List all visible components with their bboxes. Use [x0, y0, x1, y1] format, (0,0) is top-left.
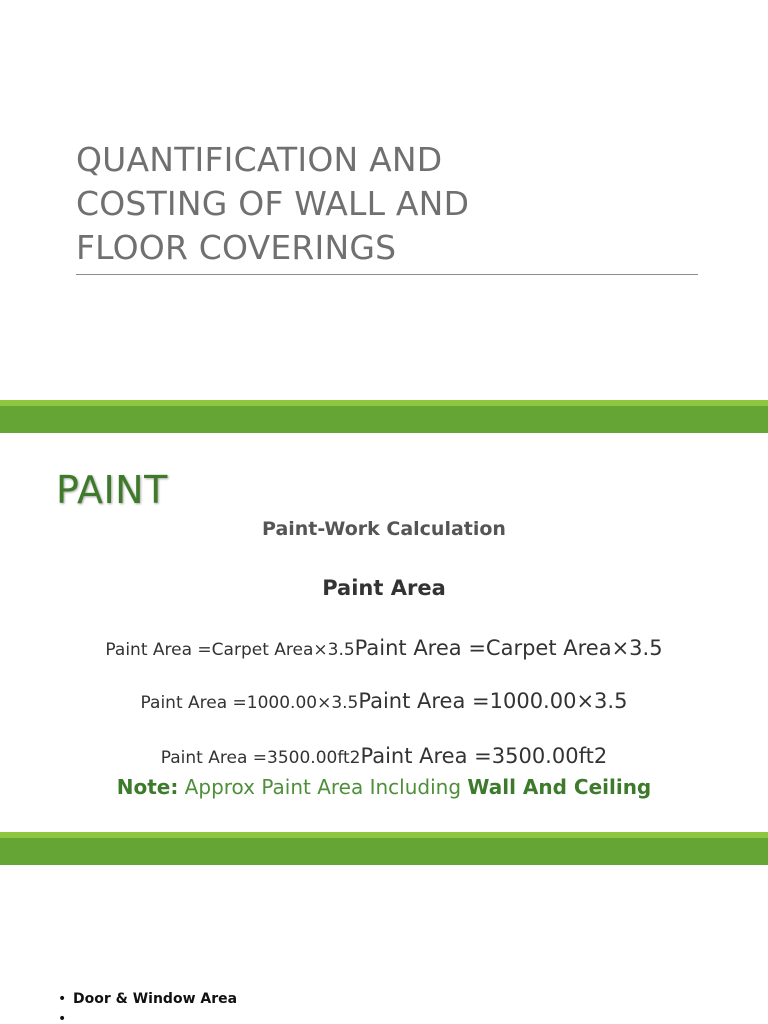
band-dark-stripe	[0, 838, 768, 865]
formula-text-large: Paint Area =Carpet Area×3.5	[354, 636, 663, 660]
bullet-item	[58, 1009, 237, 1024]
slide-title	[0, 0, 768, 400]
green-band-bottom	[0, 832, 768, 865]
slide-title-heading: QUANTIFICATION AND COSTING OF WALL AND FLOOR COVERINGS	[76, 140, 470, 267]
bullet-list	[58, 989, 237, 1024]
paint-area-title: Paint Area	[322, 576, 446, 600]
formula-text-small: Paint Area =1000.00×3.5	[140, 693, 359, 713]
formula-line-1	[0, 636, 768, 660]
paint-work-subheading: Paint-Work Calculation	[262, 518, 506, 540]
title-underline	[76, 274, 698, 275]
paint-note	[0, 775, 768, 799]
note-label: Note:	[116, 775, 179, 799]
formula-text-small: Paint Area =3500.00ft2	[160, 748, 361, 768]
bullet-item: • Door & Window Area	[58, 989, 237, 1009]
note-text: Approx Paint Area Including	[178, 775, 468, 799]
formula-text-large: Paint Area =1000.00×3.5	[358, 689, 628, 713]
band-dark-stripe	[0, 406, 768, 433]
formula-line-3	[0, 744, 768, 768]
formula-text-small: Paint Area =Carpet Area×3.5	[105, 640, 355, 660]
paint-heading: PAINT	[56, 468, 168, 512]
formula-line-2	[0, 689, 768, 713]
formula-text-large: Paint Area =3500.00ft2	[360, 744, 608, 768]
note-emphasis: Wall And Ceiling	[467, 775, 652, 799]
green-band-top	[0, 400, 768, 433]
